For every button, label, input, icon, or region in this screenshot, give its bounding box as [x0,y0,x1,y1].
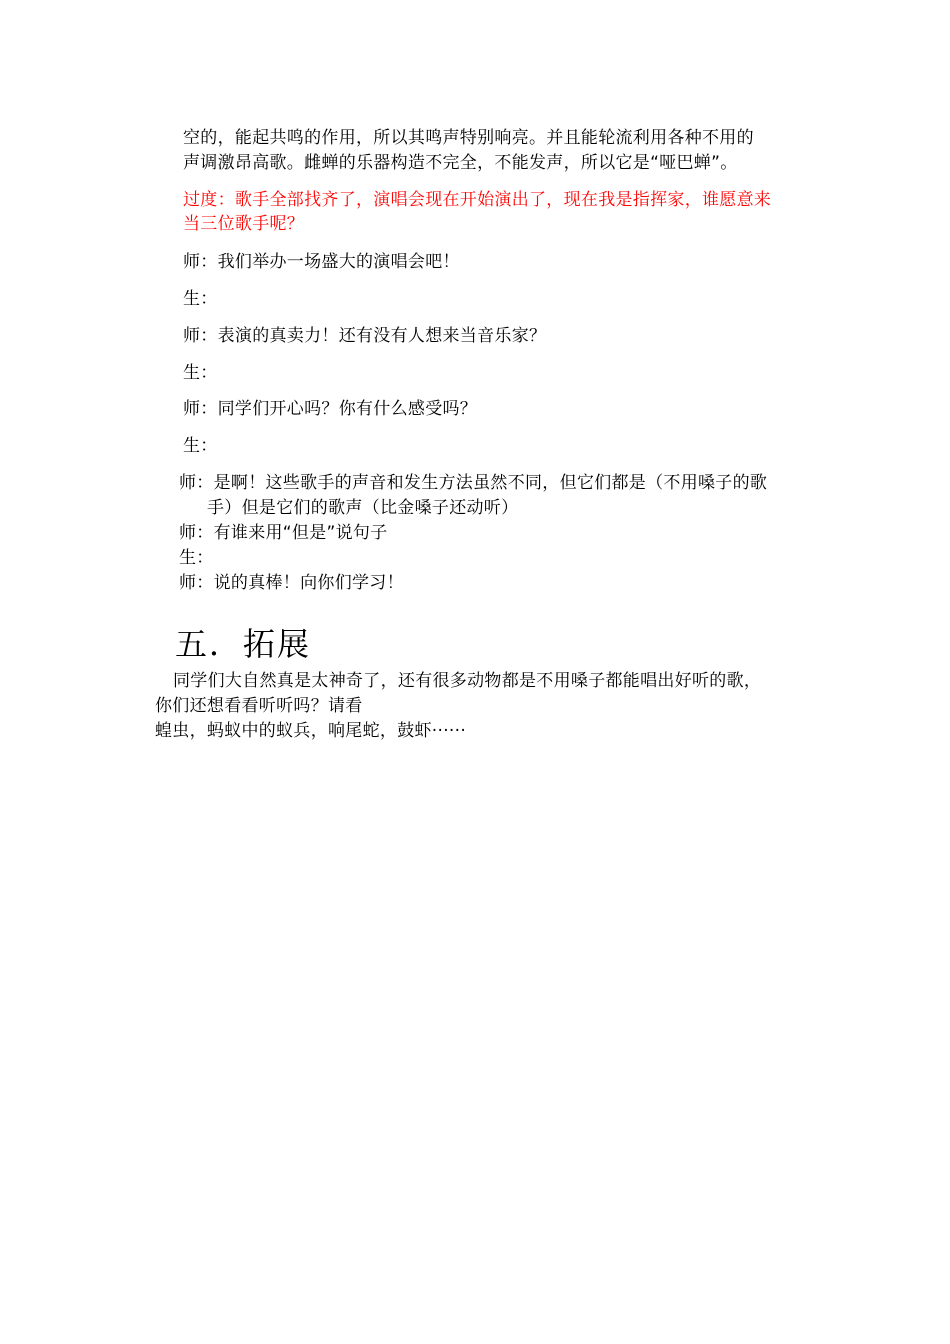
teacher-line: 师：我们举办一场盛大的演唱会吧！ [183,252,460,272]
teacher-line: 师：是啊！这些歌手的声音和发生方法虽然不同，但它们都是（不用嗓子的歌 [179,473,768,493]
student-line: 生： [183,436,218,456]
paragraph-line: 蝗虫，蚂蚁中的蚁兵，响尾蛇，鼓虾······ [155,721,467,741]
teacher-line: 师：同学们开心吗？你有什么感受吗？ [183,399,478,419]
student-line: 生： [183,363,218,383]
teacher-line: 师：表演的真卖力！还有没有人想来当音乐家？ [183,326,547,346]
student-line: 生： [183,289,218,309]
transition-line: 当三位歌手呢？ [183,214,305,234]
paragraph-line: 同学们大自然真是太神奇了，还有很多动物都是不用嗓子都能唱出好听的歌， [173,671,762,691]
teacher-line: 师：说的真棒！向你们学习！ [179,573,404,593]
paragraph-line: 声调激昂高歌。雌蝉的乐器构造不完全，不能发声，所以它是“哑巴蝉”。 [183,153,738,173]
student-line: 生： [179,548,214,568]
paragraph-line: 你们还想看看听听吗？请看 [155,696,363,716]
paragraph-line: 空的，能起共鸣的作用，所以其鸣声特别响亮。并且能轮流利用各种不用的 [183,128,754,148]
teacher-line-continued: 手）但是它们的歌声（比金嗓子还动听） [207,498,519,518]
transition-line: 过度：歌手全部找齐了，演唱会现在开始演出了，现在我是指挥家，谁愿意来 [183,190,772,210]
section-heading: 五．拓展 [175,625,312,663]
teacher-line: 师：有谁来用“但是”说句子 [179,523,388,543]
